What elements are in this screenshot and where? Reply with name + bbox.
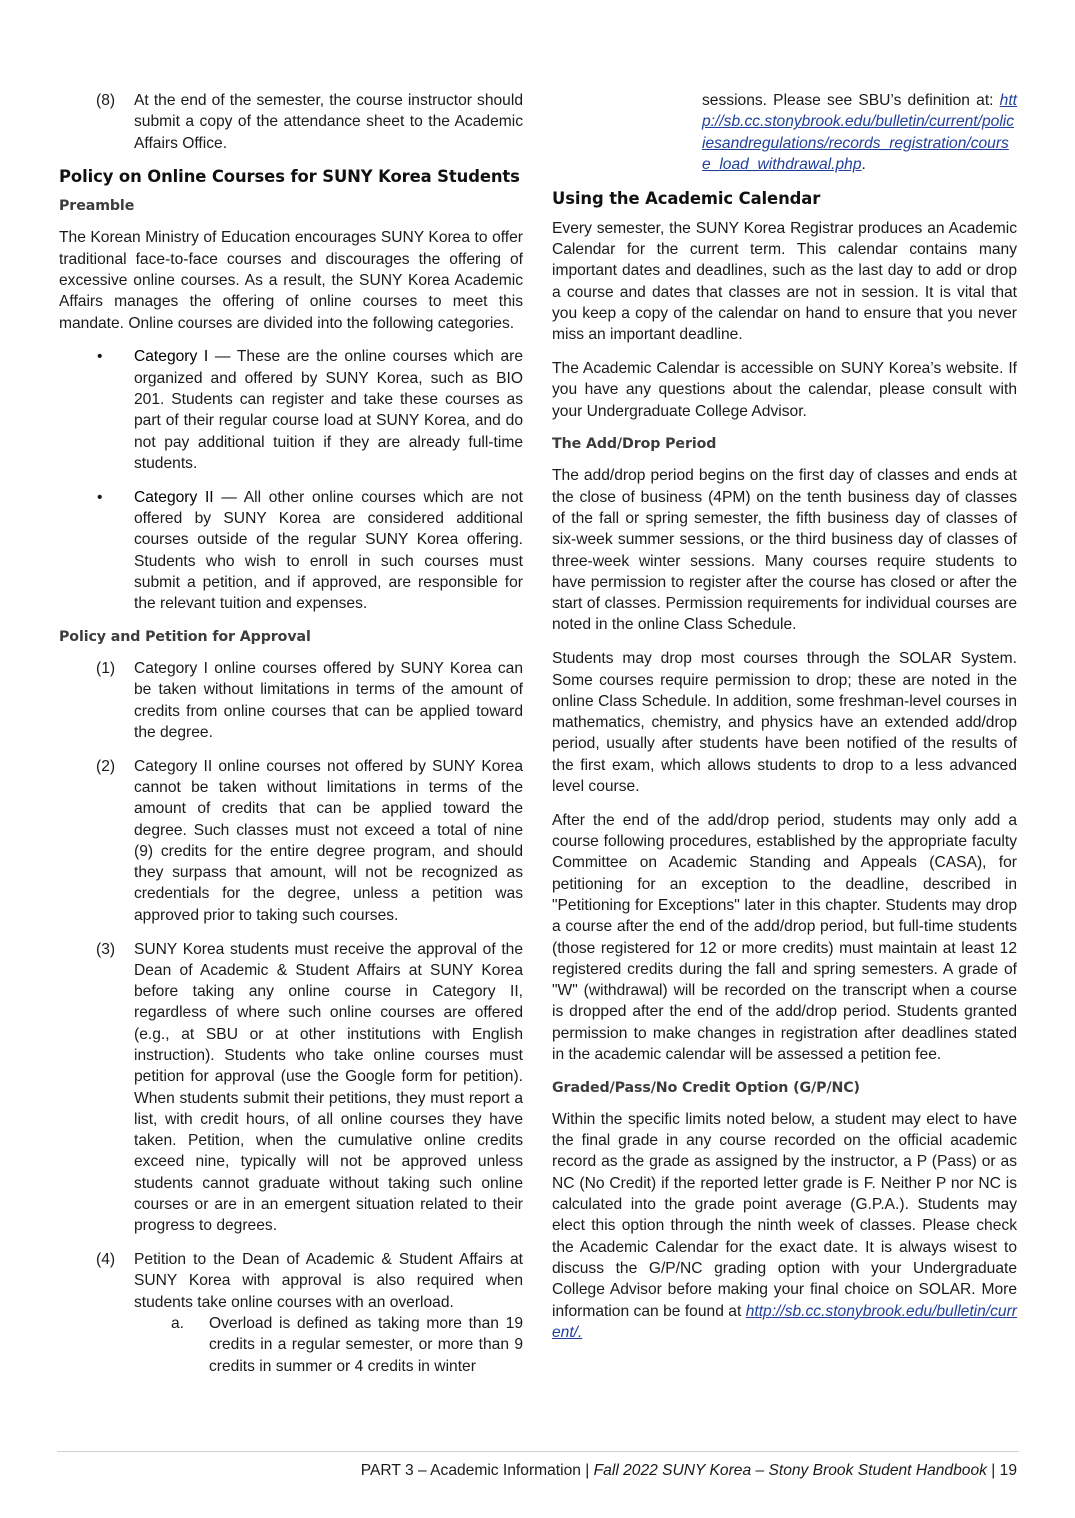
- list-item-8: [59, 90, 523, 154]
- item-text: At the end of the semester, the course instructor should submit a copy of the attendance sheet to the Academic Affairs Office.: [134, 92, 523, 152]
- list-item-4: [59, 1249, 523, 1313]
- bullet-item-category-2: [59, 487, 523, 615]
- item-text: Category II online courses not offered by SUNY Korea cannot be taken without limitations in terms of the amount of credits that can be applied toward the degree. Such classes must not exceed a total of nine (9) credits for the entire degree program, and should they surpass that amount, will not be recognized as credentials for the degree, unless a petition was approved prior to taking such courses.: [134, 757, 523, 924]
- section-heading-academic-calendar: Using the Academic Calendar: [552, 188, 821, 208]
- item-text: Petition to the Dean of Academic & Student Affairs at SUNY Korea with approval is also required when students take online courses with an overload.: [134, 1251, 523, 1311]
- sbu-withdrawal-link[interactable]: http://sb.cc.stonybrook.edu/bulletin/current/policiesandregulations/records_registration/course_load_withdrawal.php: [702, 92, 1017, 173]
- category-description: — All other online courses which are not offered by SUNY Korea are considered additional courses outside of the regular SUNY Korea offering. Students who wish to enroll in such courses must submit a petition, and if approved, are responsible for the relevant tuition and expenses.: [134, 488, 523, 613]
- item-text: SUNY Korea students must receive the approval of the Dean of Academic & Student Affairs at SUNY Korea before taking any online course in Category II, regardless of where such online courses are offered (e.g., at SBU or at other institutions with English instruction). Students who take online courses must petition for approval (use the Google form for petition). When students submit their petitions, they must report a list, with credit hours, of all online courses they have taken. Petition, when the cumulative online credits exceed nine, typically will not be approved unless students cannot graduate without taking such online courses or are in an emergent situation related to their progress to degrees.: [134, 940, 523, 1235]
- footer-separator: |: [580, 1462, 594, 1479]
- footer-title: Fall 2022 SUNY Korea – Stony Brook Student Handbook: [593, 1462, 987, 1479]
- add-drop-paragraph-3: After the end of the add/drop period, students may only add a course following procedures, established by the appropriate faculty Committee on Academic Standing and Appeals (CASA), for petitioning for an exception to the deadline, described in "Petitioning for Exceptions" later in this chapter. Students may drop a course after the end of the add/drop period, but full-time students (those registered for 12 or more credits) must maintain at least 12 registered credits during the fall and spring semesters. A grade of "W" (withdrawal) will be recorded on the transcript when a course is dropped after the end of the add/drop period. Students granted permission to make changes in registration after deadlines stated in the academic calendar will be assessed a petition fee.: [552, 811, 1017, 1064]
- subheading-policy-petition: Policy and Petition for Approval: [59, 628, 311, 645]
- category-label: Category I: [134, 348, 209, 366]
- footer-part: PART 3 – Academic Information: [360, 1462, 581, 1479]
- bullet-text: [134, 487, 523, 615]
- page-number: 19: [999, 1462, 1017, 1479]
- bullet-item-category-1: [59, 346, 523, 474]
- section-heading-online-courses: Policy on Online Courses for SUNY Korea Students: [59, 167, 520, 187]
- add-drop-paragraph-1: The add/drop period begins on the first day of classes and ends at the close of business (4PM) on the tenth business day of classes of the fall or spring semester, the fifth business day of classes of six-week summer sessions, or the third business day of classes of three-week winter sessions. Many courses require students to have permission to register after the course has closed or after the start of classes. Permission requirements for individual courses are noted in the online Class Schedule.: [552, 467, 1017, 634]
- item-number: (2): [96, 757, 116, 775]
- sub-item-text: Overload is defined as taking more than 19 credits in a regular semester, or more than 9 credits in summer or 4 credits in winter: [209, 1315, 523, 1375]
- sub-item-letter: a.: [171, 1315, 185, 1333]
- footer-separator: |: [986, 1462, 1000, 1479]
- item-number: (4): [96, 1251, 116, 1269]
- item-number: (1): [96, 659, 116, 677]
- category-label: Category II: [134, 488, 214, 506]
- list-item-2: [59, 756, 523, 926]
- subheading-add-drop: The Add/Drop Period: [552, 436, 717, 453]
- gpnc-paragraph: [552, 1109, 1017, 1343]
- calendar-paragraph-2: The Academic Calendar is accessible on SUNY Korea’s website. If you have any questions about the calendar, please consult with your Undergraduate College Advisor.: [552, 359, 1017, 420]
- add-drop-paragraph-2: Students may drop most courses through the SOLAR System. Some courses require permission to drop; these are noted in the online Class Schedule. In addition, some freshman-level courses in mathematics, chemistry, and physics have an extended add/drop period, usually after students have been notified of the results of the first exam, which allows students to drop to a less advanced level course.: [552, 650, 1017, 796]
- continued-sub-item-text: [552, 90, 1017, 175]
- footer-divider: [57, 1451, 1019, 1452]
- bullet-icon: •: [97, 488, 103, 506]
- bullet-text: [134, 346, 523, 474]
- continued-text: sessions. Please see SBU’s definition at:: [702, 92, 1000, 109]
- category-description: — These are the online courses which are organized and offered by SUNY Korea, such as BIO 201. Students can register and take these courses as part of their regular course load at SUNY Korea, and do not pay additional tuition if they are already full-time students.: [134, 348, 523, 472]
- calendar-paragraph-1: Every semester, the SUNY Korea Registrar produces an Academic Calendar for the current term. This calendar contains many important dates and deadlines, such as the last day to add or drop a course and dates that classes are not in session. It is vital that you keep a copy of the calendar on hand to ensure that you never miss an important deadline.: [552, 219, 1017, 344]
- subheading-preamble: Preamble: [59, 198, 135, 215]
- item-number: (3): [96, 940, 116, 958]
- left-column: [59, 90, 523, 1377]
- preamble-paragraph: The Korean Ministry of Education encourages SUNY Korea to offer traditional face-to-face courses and discourages the offering of excessive online courses. As a result, the SUNY Korea Academic Affairs manages the offering of online courses to meet this mandate. Online courses are divided into the following categories.: [59, 229, 523, 332]
- right-column: [552, 90, 1017, 1356]
- item-text: Category I online courses offered by SUNY Korea can be taken without limitations in terms of the amount of credits from online courses that can be applied toward the degree.: [134, 659, 523, 741]
- subheading-gpnc: Graded/Pass/No Credit Option (G/P/NC): [552, 1079, 860, 1096]
- page-footer: [361, 1460, 1017, 1482]
- list-item-1: [59, 658, 523, 743]
- continued-end: .: [861, 155, 866, 173]
- bulletin-link[interactable]: http://sb.cc.stonybrook.edu/bulletin/current/.: [552, 1302, 1017, 1341]
- bullet-icon: •: [97, 348, 103, 366]
- list-item-3: [59, 939, 523, 1237]
- item-number: (8): [96, 92, 116, 109]
- gpnc-text: Within the specific limits noted below, a student may elect to have the final grade in any course recorded on the official academic record as the grade as assigned by the instructor, a P (Pass) or as NC (No Credit) if the reported letter grade is F. Neither P nor NC is calculated into the grade point average (G.P.A.). Students may elect this option through the ninth week of classes. Please check the Academic Calendar for the exact date. It is always wisest to discuss the G/P/NC grading option with your Undergraduate College Advisor before making your final choice on SOLAR. More information can be found at: [552, 1110, 1017, 1320]
- sub-list-item-a: [59, 1313, 523, 1377]
